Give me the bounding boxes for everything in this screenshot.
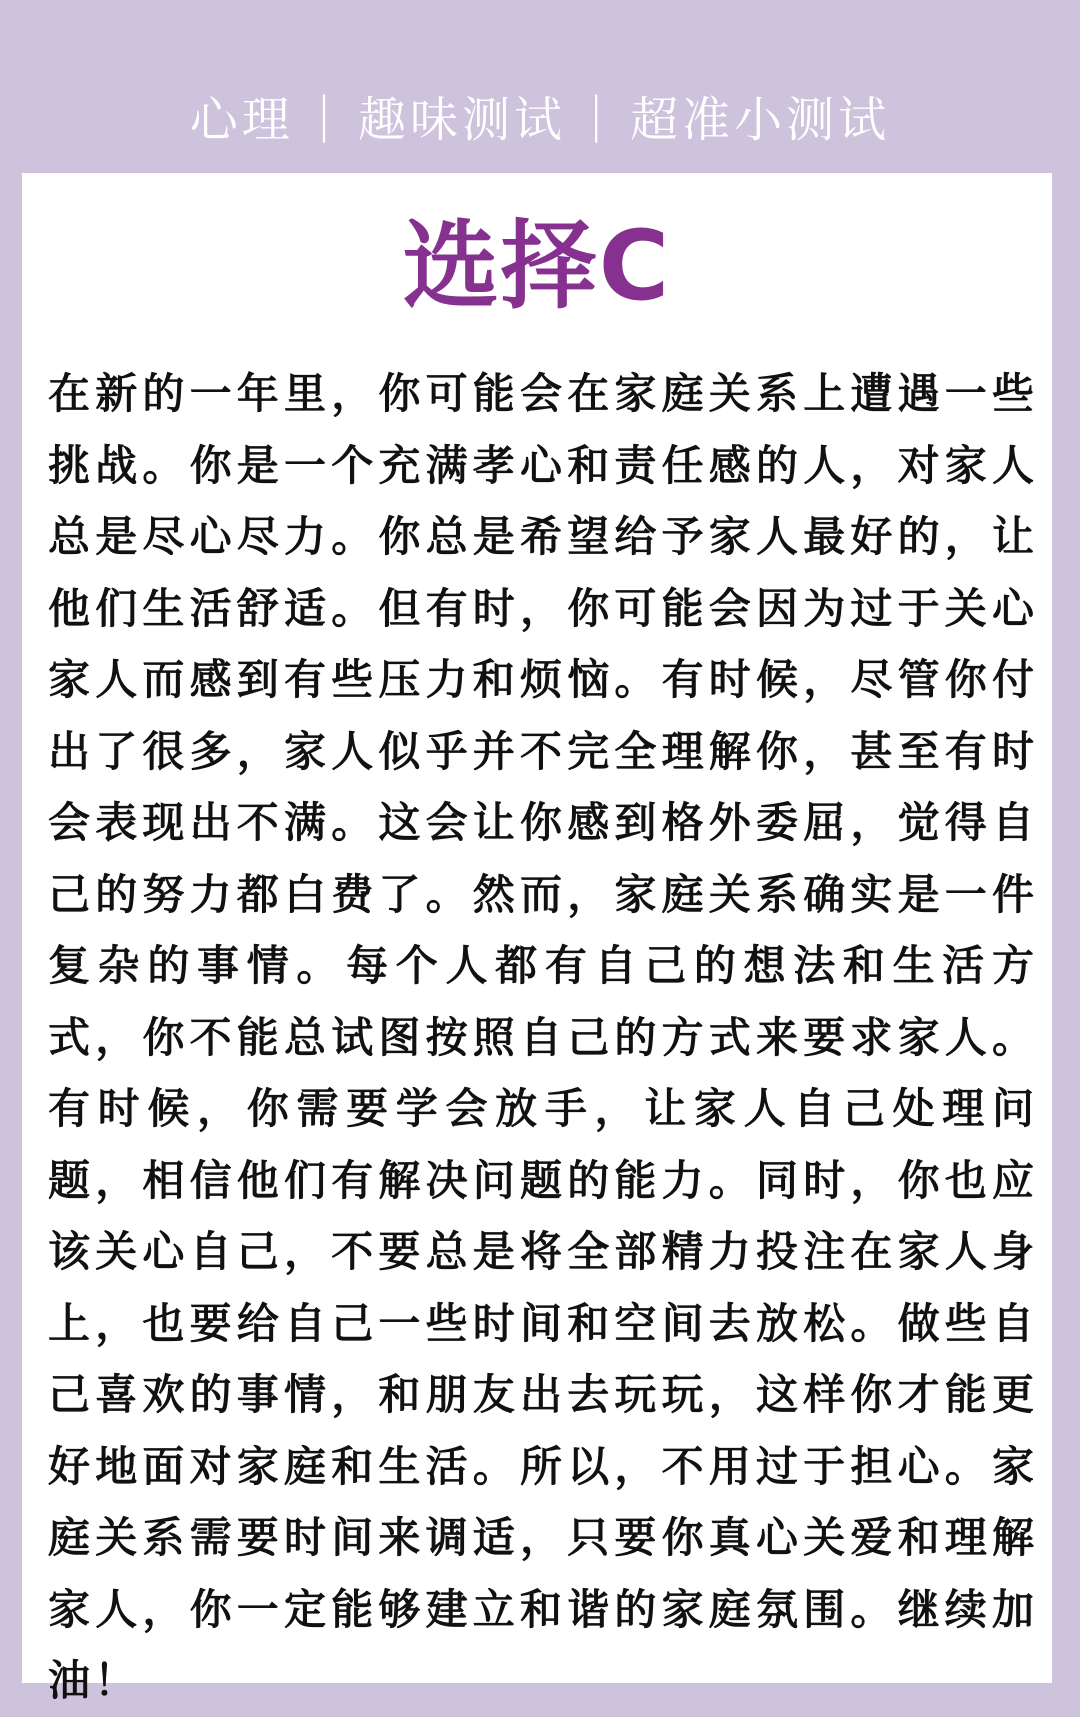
tag-accurate-test: 超准小测试 [630, 91, 891, 148]
tag-separator: | [588, 87, 609, 143]
tag-separator: | [315, 87, 336, 143]
result-body: 在新的一年里，你可能会在家庭关系上遭遇一些挑战。你是一个充满孝心和责任感的人，对家人总是尽心尽力。你总是希望给予家人最好的，让他们生活舒适。但有时，你可能会因为过于关心家人而感到有些压力和烦恼。有时候，尽管你付出了很多，家人似乎并不完全理解你，甚至有时会表现出不满。这会让你感到格外委屈，觉得自己的努力都白费了。然而，家庭关系确实是一件复杂的事情。每个人都有自己的想法和生活方式，你不能总试图按照自己的方式来要求家人。有时候，你需要学会放手，让家人自己处理问题，相信他们有解决问题的能力。同时，你也应该关心自己，不要总是将全部精力投注在家人身上，也要给自己一些时间和空间去放松。做些自己喜欢的事情，和朋友出去玩玩，这样你才能更好地面对家庭和生活。所以，不用过于担心。家庭关系需要时间来调适，只要你真心关爱和理解家人，你一定能够建立和谐的家庭氛围。继续加油！ [48, 369, 1038, 1705]
header-tags [0, 80, 1080, 150]
tag-psychology: 心理 [189, 91, 294, 148]
result-title: 选择C [402, 210, 672, 322]
result-card [22, 173, 1052, 1705]
tag-fun-test: 趣味测试 [357, 91, 566, 148]
